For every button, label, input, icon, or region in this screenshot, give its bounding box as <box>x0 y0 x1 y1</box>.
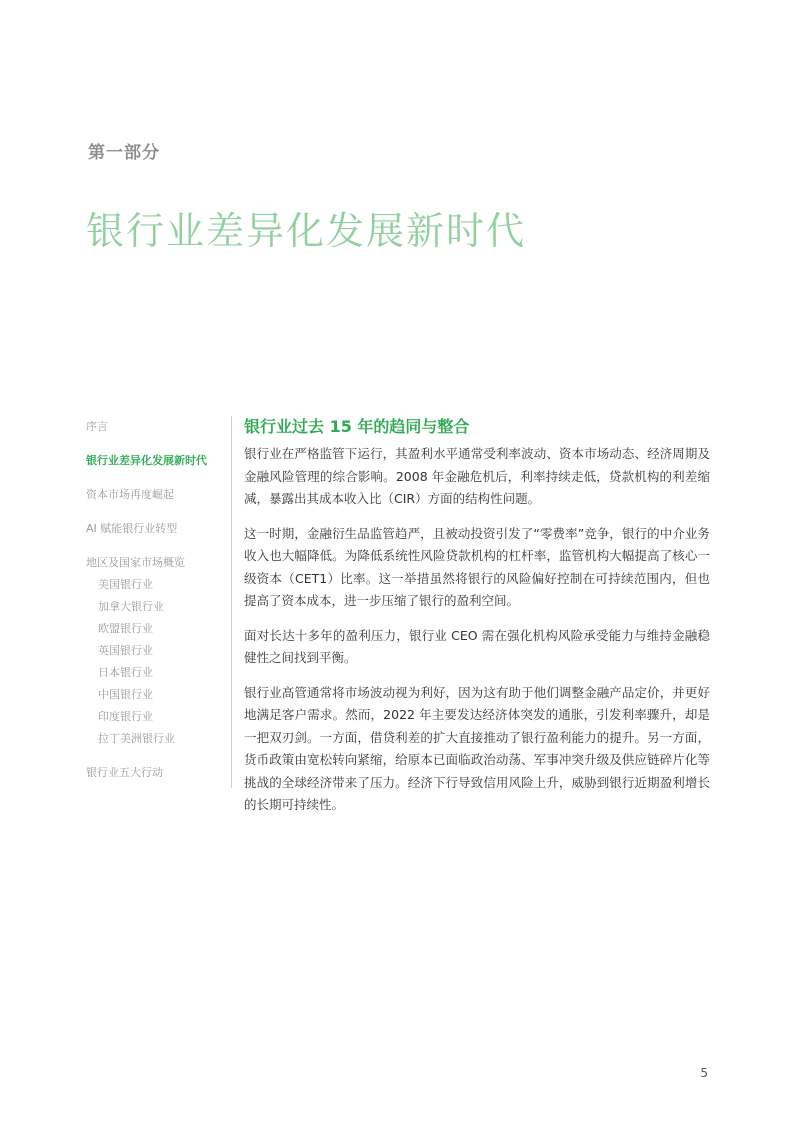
toc-item-canada-banking[interactable]: 加拿大银行业 <box>98 600 164 613</box>
toc-item-regional-overview[interactable]: 地区及国家市场概览 <box>86 556 185 569</box>
article <box>244 414 710 829</box>
article-paragraph-2: 这一时期，金融衍生品监管趋严，且被动投资引发了“零费率”竞争，银行的中介业务收入也大幅降低。为降低系统性风险贷款机构的杠杆率，监管机构大幅提高了核心一级资本（CET1）比率。这一举措虽然将银行的风险偏好控制在可持续范围内，但也提高了资本成本，进一步压缩了银行的盈利空间。 <box>244 525 710 608</box>
article-paragraph-1: 银行业在严格监管下运行，其盈利水平通常受利率波动、资本市场动态、经济周期及金融风险管理的综合影响。2008 年金融危机后，利率持续走低，贷款机构的利差缩减，暴露出其成本收入比（CIR）方面的结构性问题。 <box>244 446 710 506</box>
toc-item-india-banking[interactable]: 印度银行业 <box>98 710 153 723</box>
toc-divider <box>231 416 232 788</box>
article-paragraph-3: 面对长达十多年的盈利压力，银行业 CEO 需在强化机构风险承受能力与维持金融稳健性之间找到平衡。 <box>244 627 710 665</box>
toc-item-china-banking[interactable]: 中国银行业 <box>98 688 153 701</box>
section-label: 第一部分 <box>88 143 160 163</box>
toc-item-capital-markets[interactable]: 资本市场再度崛起 <box>86 488 174 501</box>
toc-item-us-banking[interactable]: 美国银行业 <box>98 578 153 591</box>
toc-item-latam-banking[interactable]: 拉丁美洲银行业 <box>98 732 175 745</box>
toc-item-preface[interactable]: 序言 <box>86 420 108 433</box>
page-number: 5 <box>700 1066 708 1080</box>
toc-item-eu-banking[interactable]: 欧盟银行业 <box>98 622 153 635</box>
toc-item-ai-transformation[interactable]: AI 赋能银行业转型 <box>86 522 178 535</box>
page-title: 银行业差异化发展新时代 <box>86 209 527 253</box>
toc-item-japan-banking[interactable]: 日本银行业 <box>98 666 153 679</box>
article-paragraph-4: 银行业高管通常将市场波动视为利好，因为这有助于他们调整金融产品定价，并更好地满足客户需求。然而，2022 年主要发达经济体突发的通胀，引发利率骤升，却是一把双刃剑。一方面，借贷利差的扩大直接推动了银行盈利能力的提升。另一方面，货币政策由宽松转向紧缩，给原本已面临政治动荡、军事冲突升级及供应链碎片化等挑战的全球经济带来了压力。经济下行导致信用风险上升，威胁到银行近期盈利增长的长期可持续性。 <box>244 684 710 812</box>
toc-item-five-actions[interactable]: 银行业五大行动 <box>86 766 163 779</box>
article-heading: 银行业过去 15 年的趋同与整合 <box>244 417 470 436</box>
toc-item-uk-banking[interactable]: 英国银行业 <box>98 644 153 657</box>
toc-item-differentiated-banking[interactable]: 银行业差异化发展新时代 <box>86 454 207 467</box>
